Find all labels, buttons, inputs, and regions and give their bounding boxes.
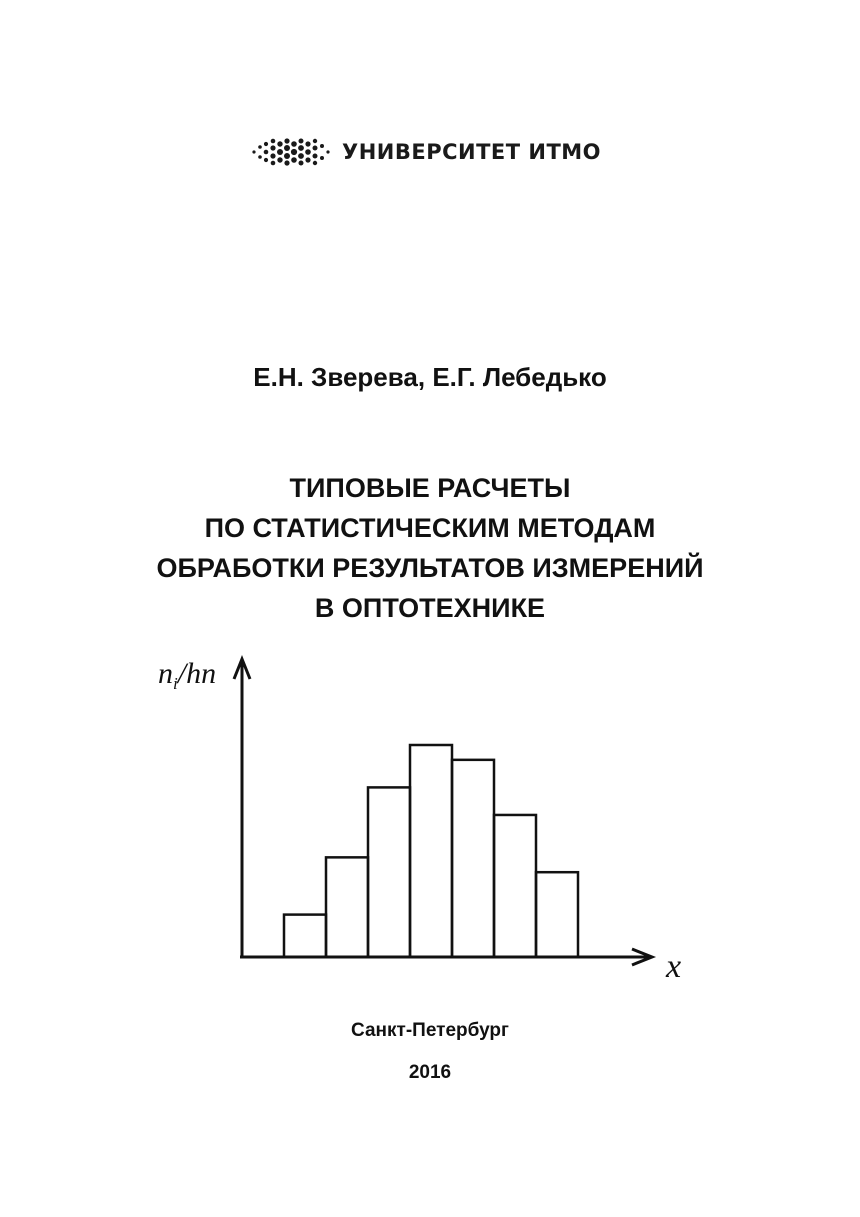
- histogram-chart: [150, 645, 710, 990]
- x-axis-label: x: [666, 948, 682, 985]
- histogram-bar-4: [410, 745, 452, 957]
- title-line: ПО СТАТИСТИЧЕСКИМ МЕТОДАМ: [204, 513, 656, 543]
- histogram-bar-3: [368, 787, 410, 957]
- histogram-bar-5: [452, 760, 494, 957]
- histogram-bar-2: [326, 857, 368, 957]
- book-title: [0, 468, 860, 628]
- histogram-bar-6: [494, 815, 536, 957]
- histogram-bar-1: [284, 915, 326, 957]
- publisher-name: УНИВЕРСИТЕТ ИТМО: [342, 140, 602, 164]
- title-line: ОБРАБОТКИ РЕЗУЛЬТАТОВ ИЗМЕРЕНИЙ: [156, 553, 704, 583]
- title-line: ТИПОВЫЕ РАСЧЕТЫ: [289, 473, 571, 503]
- authors: Е.Н. Зверева, Е.Г. Лебедько: [253, 362, 607, 392]
- publication-year: 2016: [408, 1062, 452, 1083]
- publisher-logo: [248, 132, 601, 172]
- itmo-dots-logo-icon: [248, 132, 332, 172]
- histogram-bar-7: [536, 872, 578, 957]
- title-line: В ОПТОТЕХНИКЕ: [314, 593, 546, 623]
- publication-city: Санкт-Петербург: [351, 1020, 509, 1041]
- y-axis-label: $n_i/hn$: [158, 657, 217, 693]
